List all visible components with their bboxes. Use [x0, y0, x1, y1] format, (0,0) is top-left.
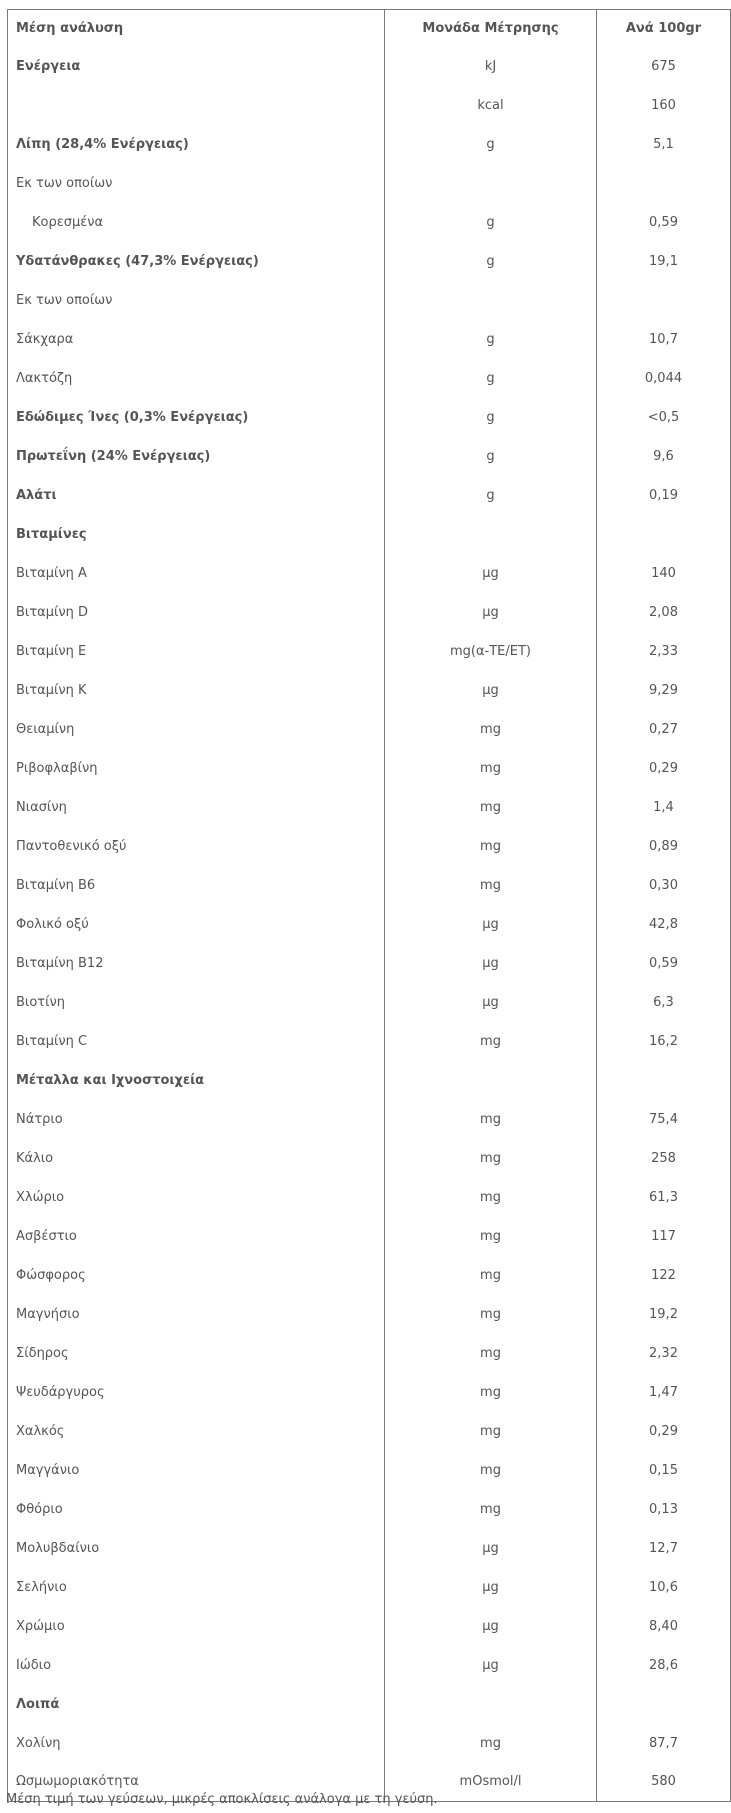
- nutrient-name: Ασβέστιο: [16, 1228, 77, 1244]
- table-row: [8, 1724, 731, 1763]
- nutrient-name: Βιταμίνη E: [16, 643, 87, 659]
- nutrient-name: Ενέργεια: [16, 58, 81, 74]
- nutrient-unit: mg: [385, 1724, 597, 1763]
- nutrient-value: 16,2: [597, 1022, 731, 1061]
- nutrient-value: 28,6: [597, 1646, 731, 1685]
- nutrient-value: 122: [597, 1256, 731, 1295]
- table-body: [8, 47, 731, 1802]
- nutrient-value: 12,7: [597, 1529, 731, 1568]
- nutrient-name: Σάκχαρα: [16, 331, 74, 347]
- nutrient-value: 0,59: [597, 944, 731, 983]
- nutrient-unit: kcal: [385, 86, 597, 125]
- nutrient-value: 19,1: [597, 242, 731, 281]
- nutrient-unit: mOsmol/l: [385, 1763, 597, 1802]
- nutrient-unit: mg: [385, 1295, 597, 1334]
- table-row: [8, 1295, 731, 1334]
- table-row: [8, 1217, 731, 1256]
- table-row: [8, 671, 731, 710]
- nutrient-name: Μέταλλα και Ιχνοστοιχεία: [16, 1072, 205, 1088]
- nutrient-unit: g: [385, 437, 597, 476]
- nutrient-name: Κορεσμένα: [32, 214, 104, 230]
- nutrient-value: 9,6: [597, 437, 731, 476]
- nutrient-name: Ιώδιο: [16, 1657, 52, 1673]
- nutrient-value: 87,7: [597, 1724, 731, 1763]
- nutrient-unit: mg: [385, 1412, 597, 1451]
- nutrient-name: Αλάτι: [16, 487, 57, 503]
- nutrient-name: Πρωτεΐνη (24% Ενέργειας): [16, 448, 211, 464]
- table-row: [8, 1178, 731, 1217]
- table-row: [8, 1256, 731, 1295]
- nutrient-unit: g: [385, 398, 597, 437]
- nutrient-unit: g: [385, 359, 597, 398]
- nutrient-name: Ωσμωμοριακότητα: [16, 1774, 139, 1790]
- nutrient-name: Φθόριο: [16, 1501, 63, 1517]
- nutrient-name: Βιταμίνες: [16, 526, 87, 542]
- nutrient-name: Κάλιο: [16, 1150, 54, 1166]
- nutrient-unit: g: [385, 476, 597, 515]
- table-row: [8, 1412, 731, 1451]
- nutrient-value: 5,1: [597, 125, 731, 164]
- nutrient-unit: mg: [385, 1139, 597, 1178]
- nutrient-value: 6,3: [597, 983, 731, 1022]
- nutrient-unit: mg: [385, 1334, 597, 1373]
- nutrient-value: 61,3: [597, 1178, 731, 1217]
- nutrient-unit: μg: [385, 671, 597, 710]
- header-unit: Μονάδα Μέτρησης: [385, 10, 597, 47]
- nutrient-value: 42,8: [597, 905, 731, 944]
- nutrient-value: 0,30: [597, 866, 731, 905]
- nutrient-name: Νάτριο: [16, 1111, 63, 1127]
- nutrient-value: 0,044: [597, 359, 731, 398]
- table-row: [8, 281, 731, 320]
- table-row: [8, 47, 731, 86]
- nutrient-name: Χλώριο: [16, 1189, 65, 1205]
- nutrient-value: 117: [597, 1217, 731, 1256]
- nutrient-name: Χολίνη: [16, 1735, 61, 1751]
- nutrient-name: Φώσφορος: [16, 1267, 86, 1283]
- nutrient-name: Βιταμίνη A: [16, 565, 87, 581]
- table-row: [8, 554, 731, 593]
- nutrient-value: 160: [597, 86, 731, 125]
- nutrient-name: Βιταμίνη B6: [16, 877, 96, 893]
- table-row: [8, 1451, 731, 1490]
- nutrient-name: [8, 86, 385, 125]
- nutrient-name: Ριβοφλαβίνη: [16, 760, 98, 776]
- nutrient-name: Θειαμίνη: [16, 721, 75, 737]
- nutrient-value: 0,19: [597, 476, 731, 515]
- table-row: [8, 86, 731, 125]
- nutrient-name: Μαγνήσιο: [16, 1306, 80, 1322]
- nutrient-name: Εδώδιμες Ίνες (0,3% Ενέργειας): [16, 409, 249, 425]
- nutrient-value: [597, 164, 731, 203]
- nutrient-name: Εκ των οποίων: [16, 292, 113, 308]
- nutrient-value: 0,27: [597, 710, 731, 749]
- nutrient-value: 675: [597, 47, 731, 86]
- table-row: [8, 125, 731, 164]
- table-row: [8, 1685, 731, 1724]
- table-row: [8, 437, 731, 476]
- nutrient-value: 75,4: [597, 1100, 731, 1139]
- table-row: [8, 242, 731, 281]
- nutrient-name: Λίπη (28,4% Ενέργειας): [16, 136, 189, 152]
- nutrient-unit: μg: [385, 1529, 597, 1568]
- nutrient-name: Βιταμίνη D: [16, 604, 89, 620]
- nutrient-value: 0,89: [597, 827, 731, 866]
- nutrient-unit: mg: [385, 1217, 597, 1256]
- table-row: [8, 1529, 731, 1568]
- nutrient-value: 0,29: [597, 1412, 731, 1451]
- nutrient-value: [597, 515, 731, 554]
- nutrient-unit: [385, 1685, 597, 1724]
- nutrient-unit: μg: [385, 1646, 597, 1685]
- nutrient-unit: kJ: [385, 47, 597, 86]
- table-row: [8, 164, 731, 203]
- nutrient-unit: mg(α-TE/ET): [385, 632, 597, 671]
- nutrient-name: Υδατάνθρακες (47,3% Ενέργειας): [16, 253, 259, 269]
- nutrient-unit: [385, 515, 597, 554]
- nutrient-value: 0,15: [597, 1451, 731, 1490]
- table-row: [8, 320, 731, 359]
- table-row: [8, 476, 731, 515]
- nutrient-unit: mg: [385, 1022, 597, 1061]
- nutrient-name: Φολικό οξύ: [16, 916, 89, 932]
- nutrient-name: Χρώμιο: [16, 1618, 65, 1634]
- nutrient-unit: mg: [385, 1373, 597, 1412]
- table-row: [8, 1100, 731, 1139]
- nutrient-unit: g: [385, 320, 597, 359]
- nutrient-value: 19,2: [597, 1295, 731, 1334]
- nutrient-unit: mg: [385, 1256, 597, 1295]
- nutrient-value: [597, 1685, 731, 1724]
- nutrient-value: 0,29: [597, 749, 731, 788]
- nutrient-unit: [385, 281, 597, 320]
- nutrient-name: Λακτόζη: [16, 370, 73, 386]
- table-row: [8, 1646, 731, 1685]
- nutrient-value: 1,47: [597, 1373, 731, 1412]
- table-row: [8, 788, 731, 827]
- nutrient-unit: g: [385, 242, 597, 281]
- nutrient-name: Σίδηρος: [16, 1345, 69, 1361]
- nutrient-value: 258: [597, 1139, 731, 1178]
- table-row: [8, 1490, 731, 1529]
- table-row: [8, 1373, 731, 1412]
- nutrient-unit: g: [385, 203, 597, 242]
- nutrient-name: Μαγγάνιο: [16, 1462, 80, 1478]
- table-row: [8, 749, 731, 788]
- nutrient-unit: mg: [385, 1451, 597, 1490]
- table-row: [8, 866, 731, 905]
- nutrient-name: Βιταμίνη B12: [16, 955, 104, 971]
- table-row: [8, 1568, 731, 1607]
- table-row: [8, 203, 731, 242]
- nutrient-name: Λοιπά: [16, 1696, 60, 1712]
- table-row: [8, 710, 731, 749]
- header-row: [8, 10, 731, 47]
- nutrient-unit: mg: [385, 1100, 597, 1139]
- nutrient-value: [597, 281, 731, 320]
- table-row: [8, 515, 731, 554]
- nutrient-unit: [385, 1061, 597, 1100]
- table-row: [8, 827, 731, 866]
- table-row: [8, 1022, 731, 1061]
- nutrient-name: Βιταμίνη K: [16, 682, 87, 698]
- nutrient-name: Βιοτίνη: [16, 994, 65, 1010]
- nutrient-name: Εκ των οποίων: [16, 175, 113, 191]
- nutrient-name: Σελήνιο: [16, 1579, 67, 1595]
- nutrient-name: Χαλκός: [16, 1423, 65, 1439]
- nutrient-unit: mg: [385, 710, 597, 749]
- table-row: [8, 1334, 731, 1373]
- nutrient-value: 10,6: [597, 1568, 731, 1607]
- table-row: [8, 593, 731, 632]
- nutrient-unit: mg: [385, 749, 597, 788]
- nutrient-unit: μg: [385, 983, 597, 1022]
- nutrient-value: 140: [597, 554, 731, 593]
- table-row: [8, 983, 731, 1022]
- nutrient-unit: μg: [385, 554, 597, 593]
- nutrient-value: 2,32: [597, 1334, 731, 1373]
- nutrient-value: 8,40: [597, 1607, 731, 1646]
- nutrient-value: 580: [597, 1763, 731, 1802]
- footnote: Μέση τιμή των γεύσεων, μικρές αποκλίσεις ανάλογα με τη γεύση.: [6, 1792, 438, 1807]
- nutrient-name: Νιασίνη: [16, 799, 67, 815]
- nutrient-unit: mg: [385, 788, 597, 827]
- table-header: [8, 10, 731, 47]
- header-per-100gr: Ανά 100gr: [597, 10, 731, 47]
- table-row: [8, 1139, 731, 1178]
- table-row: [8, 632, 731, 671]
- nutrient-unit: mg: [385, 1178, 597, 1217]
- nutrient-name: Παντοθενικό οξύ: [16, 838, 127, 854]
- table-row: [8, 398, 731, 437]
- nutrient-unit: g: [385, 125, 597, 164]
- nutrient-value: <0,5: [597, 398, 731, 437]
- nutrient-unit: μg: [385, 593, 597, 632]
- nutrient-unit: mg: [385, 1490, 597, 1529]
- table-row: [8, 905, 731, 944]
- nutrient-unit: [385, 164, 597, 203]
- nutrient-unit: μg: [385, 944, 597, 983]
- nutrient-value: 0,13: [597, 1490, 731, 1529]
- table-row: [8, 1061, 731, 1100]
- nutrient-value: 10,7: [597, 320, 731, 359]
- nutrient-value: 9,29: [597, 671, 731, 710]
- nutrient-name: Βιταμίνη C: [16, 1033, 88, 1049]
- nutrient-value: [597, 1061, 731, 1100]
- nutrient-unit: μg: [385, 1607, 597, 1646]
- header-analysis: Μέση ανάλυση: [16, 20, 124, 36]
- nutrition-table: [7, 9, 731, 1802]
- nutrient-name: Ψευδάργυρος: [16, 1384, 105, 1400]
- nutrient-value: 1,4: [597, 788, 731, 827]
- nutrient-unit: mg: [385, 866, 597, 905]
- nutrient-unit: μg: [385, 1568, 597, 1607]
- nutrient-value: 2,33: [597, 632, 731, 671]
- table-row: [8, 359, 731, 398]
- table-row: [8, 944, 731, 983]
- nutrient-unit: μg: [385, 905, 597, 944]
- nutrient-unit: mg: [385, 827, 597, 866]
- nutrient-value: 0,59: [597, 203, 731, 242]
- table-row: [8, 1607, 731, 1646]
- nutrient-value: 2,08: [597, 593, 731, 632]
- nutrient-name: Μολυβδαίνιο: [16, 1540, 100, 1556]
